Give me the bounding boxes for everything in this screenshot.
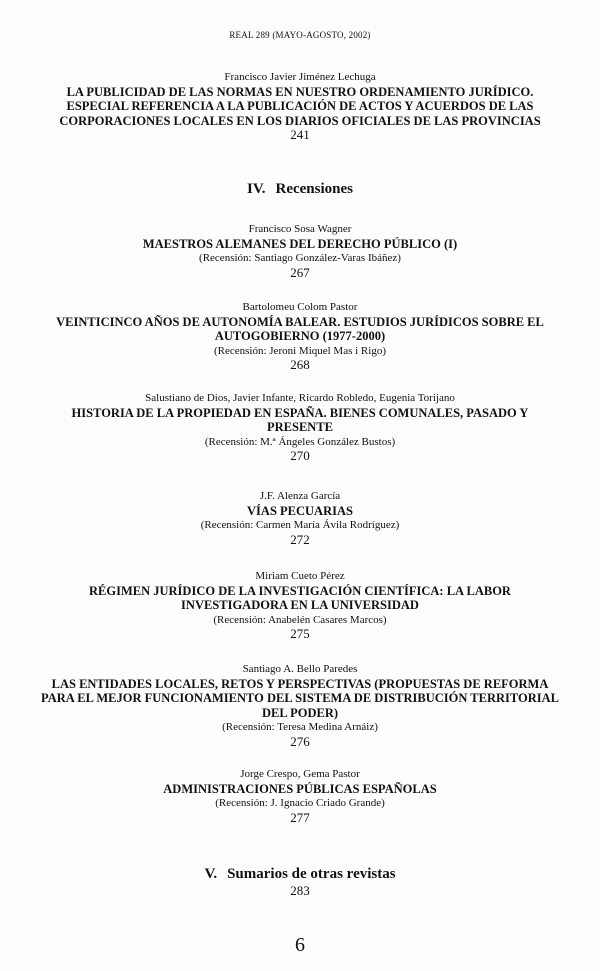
- entry-title-line: VÍAS PECUARIAS: [247, 503, 353, 518]
- entry-reviewer: (Recensión: Santiago González-Varas Ibáñez): [199, 252, 401, 264]
- entry-author: Bartolomeu Colom Pastor: [242, 301, 358, 313]
- entry-reviewer: (Recensión: J. Ignacio Criado Grande): [215, 797, 385, 809]
- section-label: Recensiones: [275, 181, 353, 197]
- toc-entry-review: [30, 767, 570, 825]
- entry-title-line: AUTOGOBIERNO (1977-2000): [214, 329, 386, 343]
- entry-title-line: LAS ENTIDADES LOCALES, RETOS Y PERSPECTIVAS (PROPUESTAS DE REFORMA: [51, 676, 549, 691]
- entry-page-number: 276: [290, 733, 310, 749]
- entry-title-line: INVESTIGADORA EN LA UNIVERSIDAD: [181, 598, 419, 612]
- entry-page-number: 272: [290, 531, 310, 547]
- section-number: IV.: [247, 181, 266, 197]
- toc-entry-review: [30, 489, 570, 547]
- entry-reviewer: (Recensión: Jeroni Miquel Mas i Rigo): [213, 344, 386, 357]
- toc-entry-review: [30, 300, 570, 373]
- entry-page-number: 275: [290, 626, 310, 641]
- toc-entry-review: [30, 662, 570, 749]
- entry-reviewer: (Recensión: M.ª Ángeles González Bustos): [204, 435, 396, 448]
- section-label: Sumarios de otras revistas: [227, 866, 396, 882]
- entry-page-number: 268: [290, 357, 310, 372]
- entry-reviewer: (Recensión: Carmen María Ávila Rodríguez): [200, 519, 400, 531]
- entry-author: Miriam Cueto Pérez: [255, 570, 345, 582]
- entry-author: Francisco Sosa Wagner: [248, 223, 352, 235]
- entry-author: J.F. Alenza García: [259, 490, 341, 502]
- entry-title-line: RÉGIMEN JURÍDICO DE LA INVESTIGACIÓN CIENTÍFICA: LA LABOR: [89, 583, 511, 598]
- entry-page-number: 283: [290, 883, 310, 898]
- entry-title-line: VEINTICINCO AÑOS DE AUTONOMÍA BALEAR. ESTUDIOS JURÍDICOS SOBRE EL: [56, 314, 544, 329]
- entry-reviewer: (Recensión: Teresa Medina Arnáiz): [222, 721, 378, 733]
- toc-entry-publicidad-normas: [30, 70, 570, 143]
- entry-title-line: MAESTROS ALEMANES DEL DERECHO PÚBLICO (I): [142, 236, 458, 251]
- entry-page-number: 241: [290, 127, 310, 142]
- section-sumarios-page: [30, 884, 570, 899]
- entry-title-line: DEL PODER): [261, 705, 339, 720]
- entry-page-number: 267: [290, 264, 310, 280]
- entry-author: Jorge Crespo, Gema Pastor: [240, 768, 360, 780]
- toc-entry-review: [30, 222, 570, 280]
- entry-title-line: PARA EL MEJOR FUNCIONAMIENTO DEL SISTEMA DE DISTRIBUCIÓN TERRITORIAL: [41, 691, 559, 705]
- entry-page-number: 277: [290, 809, 310, 825]
- entry-author: Salustiano de Dios, Javier Infante, Ricardo Robledo, Eugenia Torijano: [145, 392, 455, 404]
- toc-entry-review: [30, 391, 570, 464]
- entry-title-line: ADMINISTRACIONES PÚBLICAS ESPAÑOLAS: [163, 781, 437, 796]
- section-number: V.: [204, 866, 218, 882]
- entry-title-line: ESPECIAL REFERENCIA A LA PUBLICACIÓN DE ACTOS Y ACUERDOS DE LAS: [66, 99, 534, 113]
- page-folio: 6: [295, 934, 305, 956]
- entry-title-line: CORPORACIONES LOCALES EN LOS DIARIOS OFICIALES DE LAS PROVINCIAS: [59, 113, 541, 128]
- entry-title-line: LA PUBLICIDAD DE LAS NORMAS EN NUESTRO ORDENAMIENTO JURÍDICO.: [66, 84, 534, 99]
- entry-author: Francisco Javier Jiménez Lechuga: [224, 71, 376, 83]
- toc-entry-review: [30, 569, 570, 642]
- entry-page-number: 270: [290, 448, 310, 463]
- entry-title-line: HISTORIA DE LA PROPIEDAD EN ESPAÑA. BIENES COMUNALES, PASADO Y: [71, 405, 529, 420]
- running-header: REAL 289 (MAYO-AGOSTO, 2002): [229, 30, 371, 40]
- section-heading-recensiones: [0, 181, 600, 198]
- entry-author: Santiago A. Bello Paredes: [242, 663, 358, 675]
- entry-reviewer: (Recensión: Anabelén Casares Marcos): [213, 613, 387, 626]
- section-heading-sumarios: [0, 866, 600, 883]
- entry-title-line: PRESENTE: [267, 420, 333, 434]
